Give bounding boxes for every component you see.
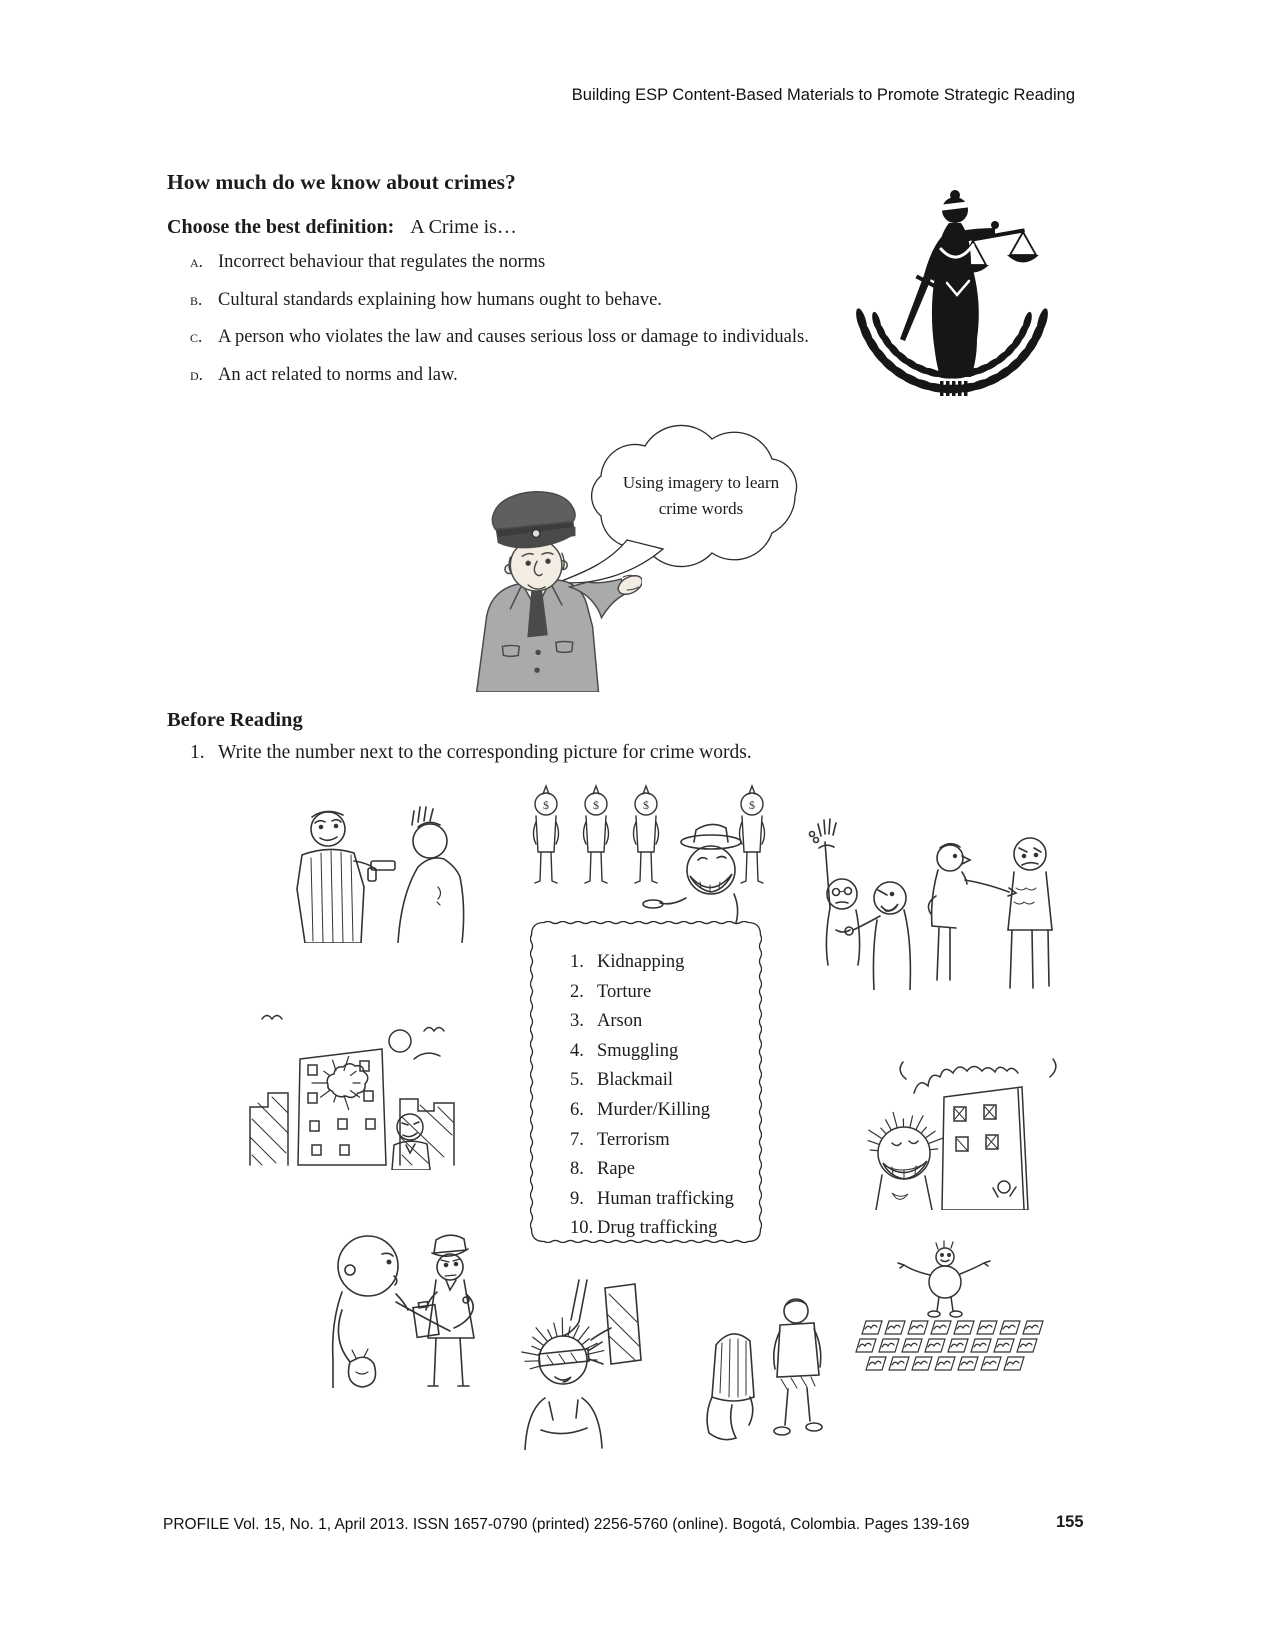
before-reading-instruction [190, 742, 752, 764]
crime-word-item: 1. Kidnapping [570, 952, 685, 972]
option-a [190, 250, 890, 274]
crime-word-item: 4. Smuggling [570, 1040, 679, 1061]
illustration-rape [688, 1283, 833, 1448]
illustration-kidnapping [483, 1278, 653, 1450]
before-reading-heading: Before Reading [167, 709, 303, 731]
instruction-number: 1. [190, 742, 205, 763]
crime-word-item: 10. Drug trafficking [570, 1218, 718, 1239]
prompt-rest: A Crime is… [410, 216, 517, 238]
lady-justice-emblem-image [845, 183, 1060, 408]
illustration-torture [790, 800, 925, 990]
rape-scene-icon [688, 1283, 833, 1448]
svg-text:$: $ [749, 798, 755, 812]
option-text: Incorrect behaviour that regulates the norms [218, 252, 546, 272]
blackmail-scene-icon [912, 818, 1072, 993]
definition-prompt [167, 216, 517, 239]
prompt-bold-label: Choose the best definition: [167, 216, 395, 238]
drug-field-scene-icon [845, 1235, 1050, 1385]
illustration-bribe [298, 1188, 488, 1388]
speech-line-2: crime words [658, 499, 744, 518]
crime-word-item: 8. Rape [570, 1159, 636, 1180]
crime-word-item: 6. Murder/Killing [570, 1099, 711, 1120]
robbery-scene-icon [268, 793, 483, 943]
illustration-blackmail [912, 818, 1072, 993]
option-letter: b. [190, 289, 203, 309]
option-text: Cultural standards explaining how humans ought to behave. [218, 289, 662, 310]
option-c [190, 325, 890, 349]
burning-house-scene-icon [852, 1035, 1062, 1210]
lineup-scene-icon [520, 778, 775, 938]
option-b [190, 288, 890, 312]
option-letter: a. [190, 252, 203, 271]
crime-word-item: 5. Blackmail [570, 1070, 674, 1091]
footer-citation: PROFILE Vol. 15, No. 1, April 2013. ISSN 1657-0790 (printed) 2256-5760 (online). Bogotá, Colombia. Pages 139-169 [163, 1516, 970, 1533]
crime-word-item: 2. Torture [570, 981, 652, 1002]
policeman-icon [452, 478, 642, 692]
lady-justice-icon [845, 183, 1060, 408]
crime-word-item: 7. Terrorism [570, 1129, 670, 1150]
crime-words-list [570, 948, 734, 1244]
illustration-robbery [268, 793, 483, 943]
option-letter: d. [190, 364, 203, 384]
torture-scene-icon [790, 800, 925, 990]
crime-words-box [530, 921, 762, 1243]
bribe-scene-icon [298, 1188, 488, 1388]
policeman-illustration [452, 478, 642, 692]
arson-scene-icon [248, 1005, 463, 1170]
crime-word-item: 9. Human trafficking [570, 1188, 734, 1209]
svg-text:$: $ [593, 798, 599, 812]
running-head: Building ESP Content-Based Materials to Promote Strategic Reading [571, 86, 1075, 104]
instruction-text: Write the number next to the corresponding picture for crime words. [218, 742, 752, 763]
option-text: A person who violates the law and causes serious loss or damage to individuals. [218, 327, 809, 347]
option-d [190, 363, 890, 387]
kidnapping-scene-icon [483, 1278, 653, 1450]
svg-text:$: $ [543, 798, 549, 812]
illustration-arson-building [248, 1005, 463, 1170]
illustration-burning-house [852, 1035, 1062, 1210]
page-number: 155 [1056, 1513, 1084, 1531]
svg-text:$: $ [643, 798, 649, 812]
illustration-drug-field [845, 1235, 1050, 1385]
option-letter: c. [190, 327, 203, 346]
page-title: How much do we know about crimes? [167, 170, 516, 194]
definition-options [190, 250, 890, 400]
option-text: An act related to norms and law. [218, 364, 458, 385]
speech-line-1: Using imagery to learn [622, 473, 780, 492]
crime-word-item: 3. Arson [570, 1011, 643, 1032]
illustration-trafficking-lineup [520, 778, 775, 938]
